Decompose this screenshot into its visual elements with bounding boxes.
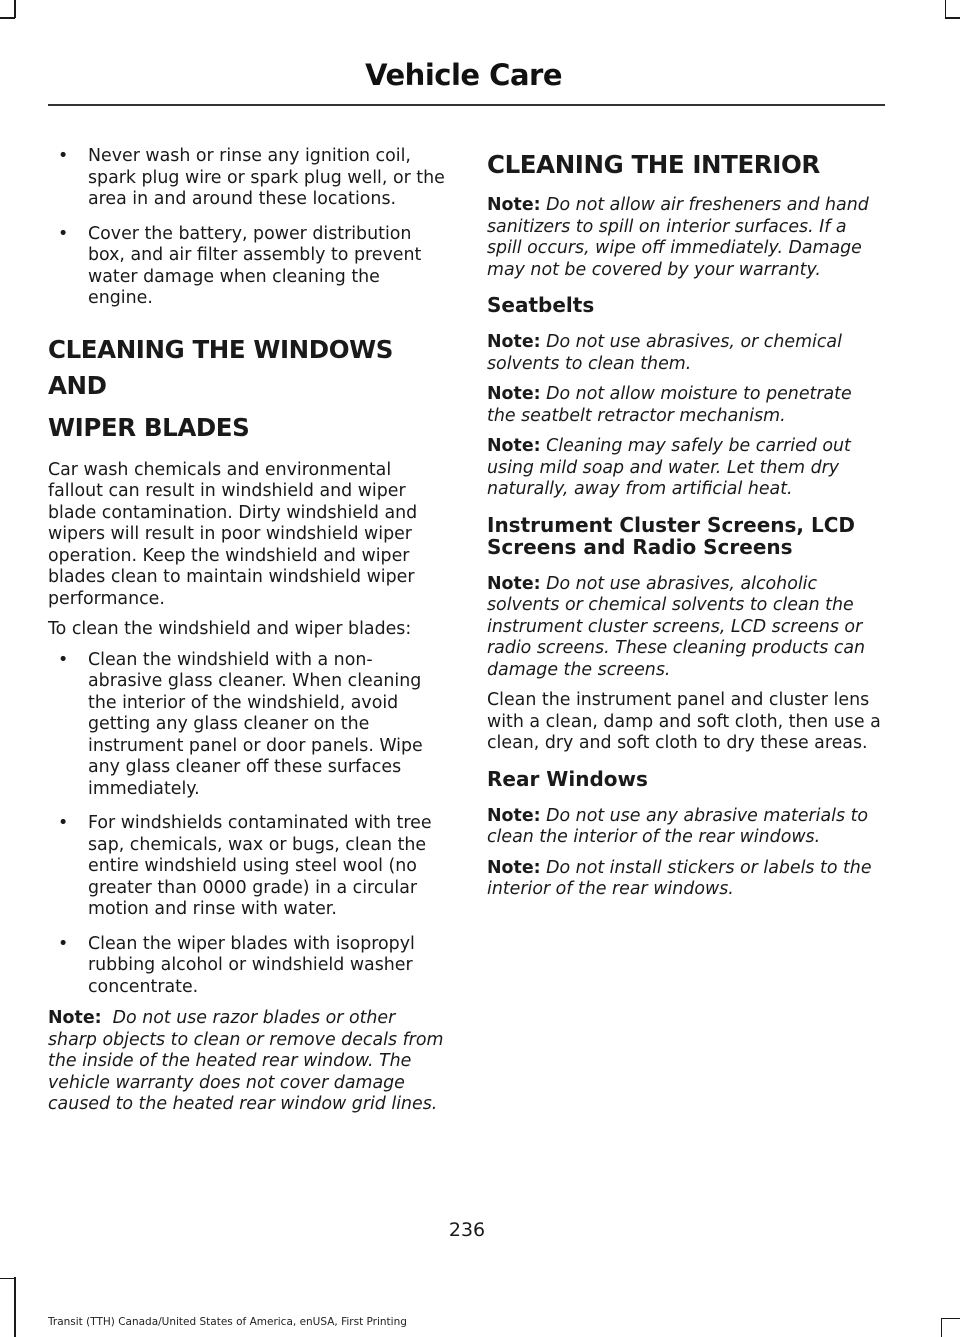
list-item: • Clean the wiper blades with isopropyl rubbing alcohol or windshield washer concentrate. — [48, 934, 446, 999]
crop-mark — [0, 17, 15, 19]
heading-line: Screens and Radio Screens — [487, 534, 793, 559]
note-label: Note: — [487, 805, 541, 826]
note-label: Note: — [487, 573, 541, 594]
note-text: Do not allow moisture to penetrate the seatbelt retractor mechanism. — [487, 384, 852, 426]
subheading-seatbelts: Seatbelts — [487, 293, 595, 317]
left-column — [48, 146, 446, 1116]
note-text: Cleaning may safely be carried out using mild soap and water. Let them dry naturally, away from artificial heat. — [487, 436, 851, 499]
note — [48, 1008, 446, 1116]
page-title: Vehicle Care — [365, 58, 562, 92]
note-text: Do not use abrasives, or chemical solvents to clean them. — [487, 332, 842, 374]
right-column — [487, 147, 885, 901]
note-label: Note: — [487, 195, 541, 215]
subheading-screens — [487, 514, 885, 558]
note — [487, 858, 885, 901]
crop-mark — [945, 0, 947, 18]
engine-cleaning-list — [48, 146, 446, 310]
section-heading-windows — [48, 332, 446, 446]
header-divider — [48, 104, 885, 106]
note-text: Do not use any abrasive materials to clean the interior of the rear windows. — [487, 805, 869, 847]
note-text: Do not install stickers or labels to the interior of the rear windows. — [487, 857, 872, 899]
crop-mark — [941, 1318, 960, 1320]
paragraph: Clean the instrument panel and cluster lens with a clean, damp and soft cloth, then use a clean, dry and soft cloth to dry these areas. — [487, 690, 881, 753]
note-label: Note: — [487, 857, 541, 878]
note-label: Note: — [487, 332, 541, 352]
list-item: • For windshields contaminated with tree sap, chemicals, wax or bugs, clean the entire windshield using steel wool (no greater than 0000 grade) in a circular motion and rinse with water. — [48, 813, 446, 921]
heading-line: CLEANING THE WINDOWS AND — [48, 334, 394, 400]
note — [487, 195, 885, 281]
heading-line: Instrument Cluster Screens, LCD — [487, 512, 856, 537]
note — [487, 436, 885, 501]
crop-mark — [945, 17, 960, 19]
subheading-rear-windows: Rear Windows — [487, 766, 648, 791]
crop-mark — [14, 1277, 16, 1337]
note — [487, 806, 885, 849]
crop-mark — [0, 1278, 15, 1280]
list-item: • Never wash or rinse any ignition coil, spark plug wire or spark plug well, or the area in and around these locations. — [48, 146, 446, 211]
crop-mark — [941, 1319, 943, 1337]
windshield-cleaning-list — [48, 650, 446, 999]
note-text: Do not use razor blades or other sharp objects to clean or remove decals from the inside of the heated rear window. The vehicle warranty does not cover damage caused to the heated rear window grid lines. — [48, 1008, 444, 1114]
note — [487, 332, 885, 375]
note — [487, 574, 885, 682]
note-label: Note: — [487, 384, 541, 404]
note-label: Note: — [487, 436, 541, 456]
paragraph: Car wash chemicals and environmental fallout can result in windshield and wiper blade contamination. Dirty windshield and wipers will result in poor windshield wiper operation. Keep the windshield and wiper blades clean to maintain windshield wiper performance. — [48, 459, 418, 609]
note-text: Do not use abrasives, alcoholic solvents or chemical solvents to clean the instrument cluster screens, LCD screens or radio screens. These cleaning products can damage the screens. — [487, 573, 866, 680]
paragraph: To clean the windshield and wiper blades: — [48, 619, 412, 639]
crop-mark — [14, 0, 16, 18]
heading-line: WIPER BLADES — [48, 412, 250, 442]
note — [487, 384, 885, 427]
note-text: Do not allow air fresheners and hand sanitizers to spill on interior surfaces. If a spill occurs, wipe off immediately. Damage may not be covered by your warranty. — [487, 195, 869, 280]
list-item: • Cover the battery, power distribution box, and air filter assembly to prevent water damage when cleaning the engine. — [48, 224, 446, 310]
footer-text: Transit (TTH) Canada/United States of America, enUSA, First Printing — [48, 1316, 407, 1328]
note-label: Note: — [48, 1008, 102, 1028]
page-number: 236 — [448, 1219, 486, 1241]
list-item: • Clean the windshield with a non-abrasive glass cleaner. When cleaning the interior of the windshield, avoid getting any glass cleaner on the instrument panel or door panels. Wipe any glass cleaner off these surfaces immediately. — [48, 650, 446, 801]
section-heading-interior: CLEANING THE INTERIOR — [487, 150, 820, 179]
